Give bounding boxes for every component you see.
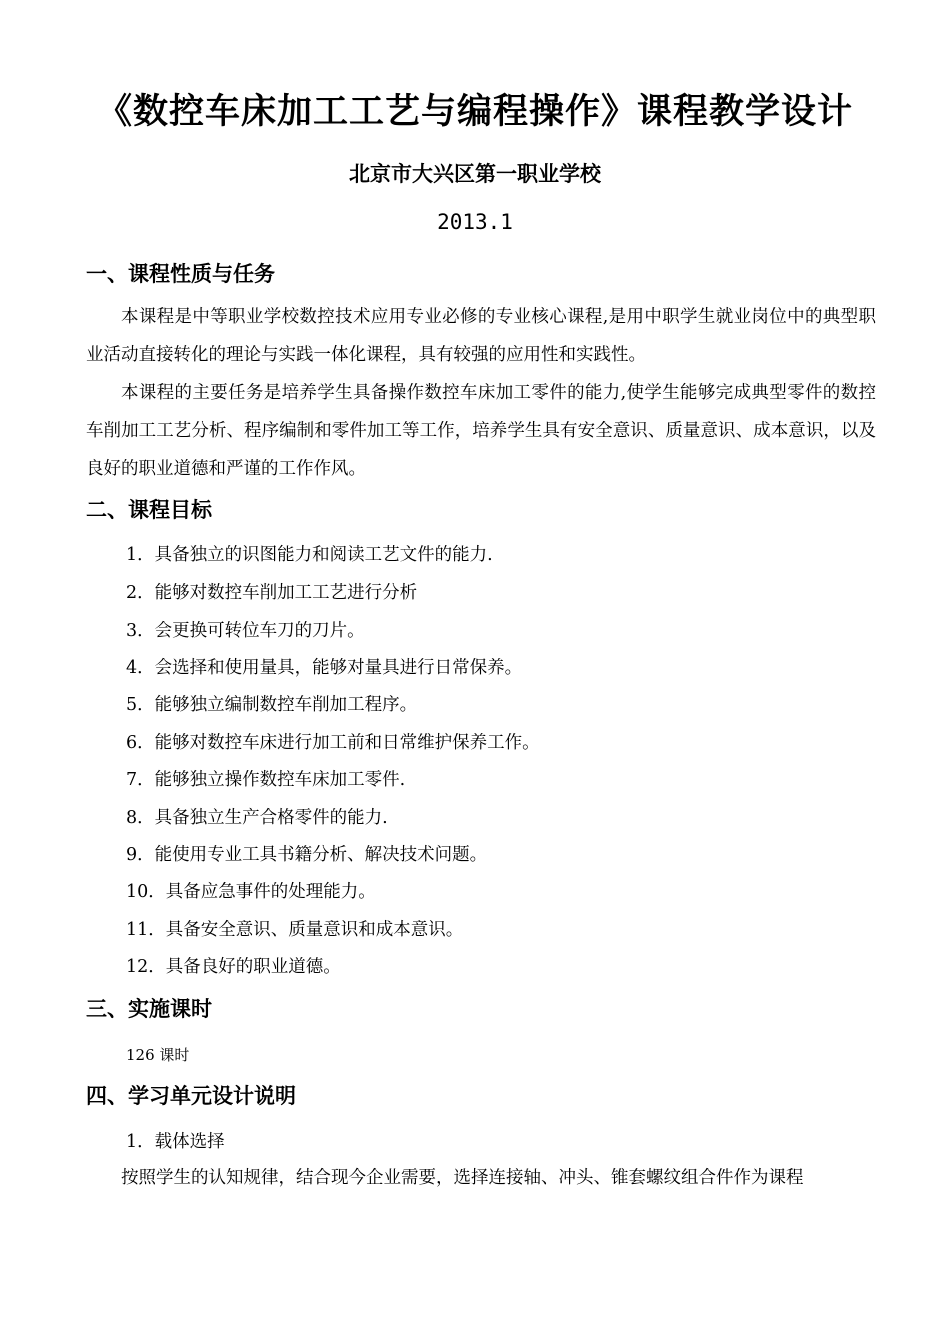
school-name: 北京市大兴区第一职业学校 xyxy=(349,161,601,186)
document-title: 《数控车床加工工艺与编程操作》课程教学设计 xyxy=(96,91,853,132)
goal-item: 7．能够独立操作数控车床加工零件. xyxy=(126,770,406,790)
goal-item: 5．能够独立编制数控车削加工程序。 xyxy=(126,695,418,715)
goal-item: 12．具备良好的职业道德。 xyxy=(126,957,341,977)
goal-item: 8．具备独立生产合格零件的能力. xyxy=(126,808,388,828)
section-heading-2: 二、课程目标 xyxy=(86,497,212,522)
goal-item: 4．会选择和使用量具，能够对量具进行日常保养。 xyxy=(126,658,523,678)
section-1-paragraph-1: 本课程是中等职业学校数控技术应用专业必修的专业核心课程,是用中职学生就业岗位中的典型职业活动直接转化的理论与实践一体化课程，具有较强的应用性和实践性。 xyxy=(86,307,876,365)
section-4-paragraph-line: 按照学生的认知规律，结合现今企业需要，选择连接轴、冲头、锥套螺纹组合件作为课程 xyxy=(121,1168,804,1188)
goal-item: 6．能够对数控车床进行加工前和日常维护保养工作。 xyxy=(126,733,540,753)
section-heading-3: 三、实施课时 xyxy=(86,996,212,1021)
goal-item: 3．会更换可转位车刀的刀片。 xyxy=(126,621,365,641)
section-heading-1: 一、课程性质与任务 xyxy=(86,261,275,286)
goal-item: 10．具备应急事件的处理能力。 xyxy=(126,882,376,902)
goal-item: 11．具备安全意识、质量意识和成本意识。 xyxy=(126,920,464,940)
goal-item: 2．能够对数控车削加工工艺进行分析 xyxy=(126,583,418,603)
document-date: 2013.1 xyxy=(437,210,513,234)
goal-item: 1．具备独立的识图能力和阅读工艺文件的能力. xyxy=(126,545,493,565)
section-heading-4: 四、学习单元设计说明 xyxy=(86,1083,296,1108)
subsection-heading: 1．载体选择 xyxy=(126,1132,225,1152)
course-hours: 126 课时 xyxy=(126,1046,190,1064)
goal-item: 9．能使用专业工具书籍分析、解决技术问题。 xyxy=(126,845,488,865)
section-1-paragraph-2: 本课程的主要任务是培养学生具备操作数控车床加工零件的能力,使学生能够完成典型零件的数控车削加工工艺分析、程序编制和零件加工等工作，培养学生具有安全意识、质量意识、成本意识，以及良好的职业道德和严谨的工作作风。 xyxy=(86,383,876,479)
